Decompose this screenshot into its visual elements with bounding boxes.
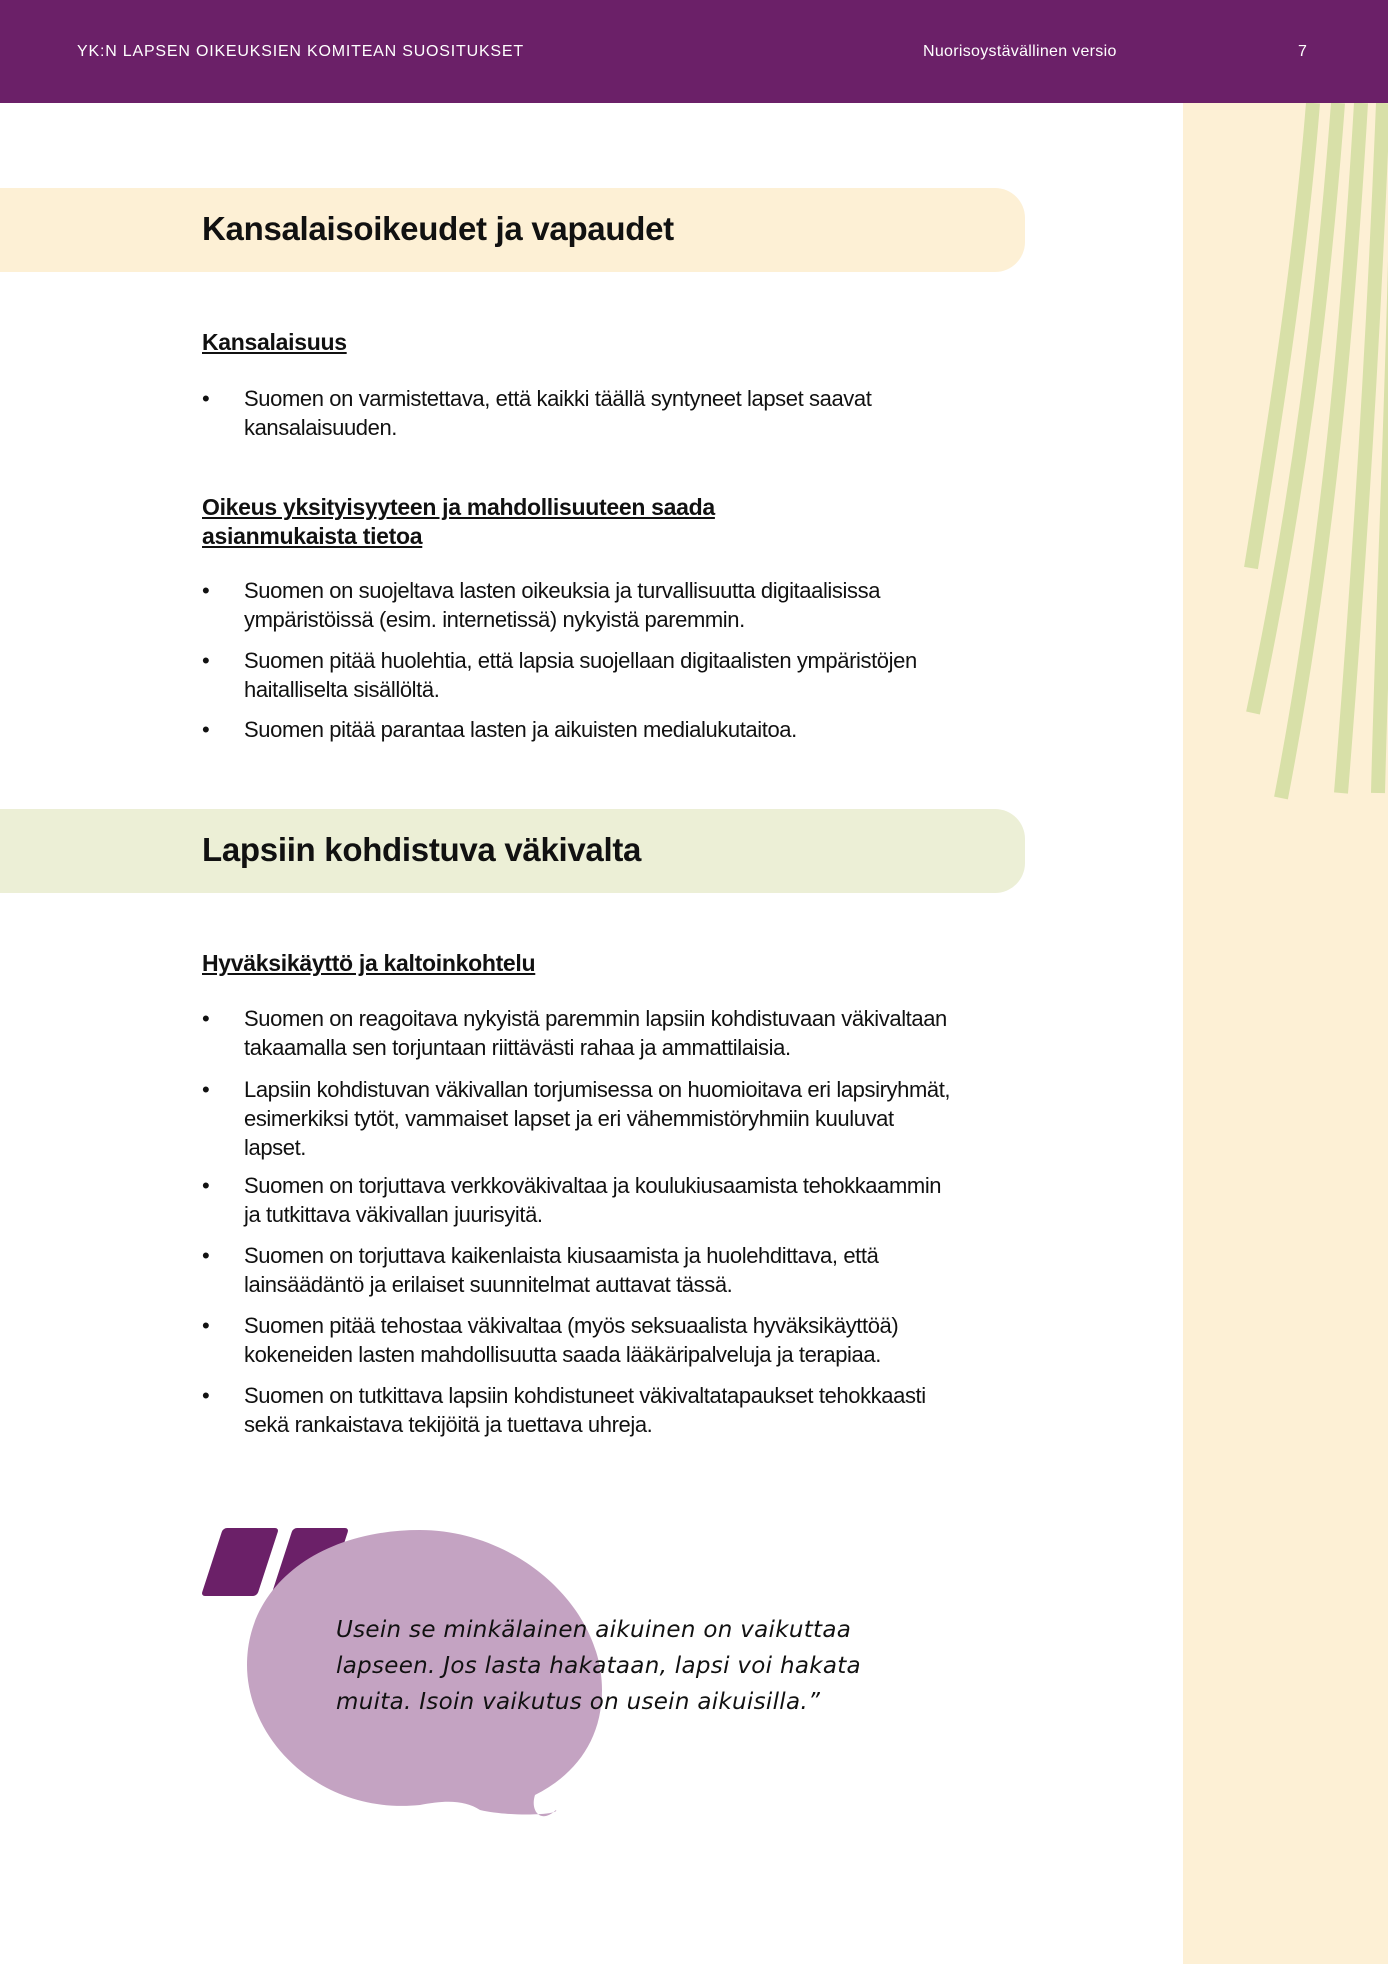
bullet-item (202, 1075, 950, 1162)
bullet-item (202, 576, 880, 634)
bullet-item (202, 1171, 941, 1229)
section-band-violence (0, 809, 1025, 893)
quote-line: muita. Isoin vaikutus on usein aikuisilla.” (336, 1689, 821, 1715)
subsection-heading: Oikeus yksityisyyteen ja mahdollisuuteen saada (202, 494, 715, 520)
bullet-icon: • (202, 1077, 210, 1102)
page-header (0, 0, 1388, 103)
section-band-civil-rights (0, 188, 1025, 272)
bullet-text: Lapsiin kohdistuvan väkivallan torjumisessa on huomioitava eri lapsiryhmät, (244, 1077, 951, 1102)
bullet-text: Suomen on tutkittava lapsiin kohdistuneet väkivaltatapaukset tehokkaasti (244, 1383, 926, 1408)
bullet-icon: • (202, 1006, 210, 1031)
bullet-icon: • (202, 578, 210, 603)
page-number: 7 (1298, 43, 1307, 60)
bullet-text: Suomen on varmistettava, että kaikki täällä syntyneet lapset saavat (244, 386, 872, 411)
bullet-text: ja tutkittava väkivallan juurisyitä. (244, 1202, 543, 1227)
bullet-text: esimerkiksi tytöt, vammaiset lapset ja eri vähemmistöryhmiin kuuluvat (244, 1106, 894, 1131)
bullet-item (202, 1241, 878, 1299)
bullet-text: Suomen on reagoitava nykyistä paremmin lapsiin kohdistuvaan väkivaltaan (244, 1006, 947, 1031)
subsection-heading: Hyväksikäyttö ja kaltoinkohtelu (202, 950, 536, 976)
bullet-item (202, 384, 871, 442)
document-title: YK:N LAPSEN OIKEUKSIEN KOMITEAN SUOSITUKSET (77, 43, 524, 60)
bullet-text: takaamalla sen torjuntaan riittävästi rahaa ja ammattilaisia. (244, 1035, 791, 1060)
quote-text (336, 1612, 861, 1720)
bullet-text: lainsäädäntö ja erilaiset suunnitelmat auttavat tässä. (244, 1272, 733, 1297)
version-label: Nuorisoystävällinen versio (923, 43, 1117, 60)
subsection-heading: asianmukaista tietoa (202, 523, 423, 549)
bullet-text: sekä rankaistava tekijöitä ja tuettava uhreja. (244, 1412, 653, 1437)
section-title: Kansalaisoikeudet ja vapaudet (202, 210, 674, 247)
bullet-icon: • (202, 717, 210, 742)
bullet-text: Suomen on torjuttava kaikenlaista kiusaamista ja huolehdittava, että (244, 1243, 879, 1268)
bullet-text: kokeneiden lasten mahdollisuutta saada lääkäripalveluja ja terapiaa. (244, 1342, 881, 1367)
bullet-text: ympäristöissä (esim. internetissä) nykyistä paremmin. (244, 607, 745, 632)
subsection-heading: Kansalaisuus (202, 329, 347, 355)
bullet-icon: • (202, 648, 210, 673)
bullet-text: Suomen on torjuttava verkkoväkivaltaa ja koulukiusaamista tehokkaammin (244, 1173, 942, 1198)
bullet-icon: • (202, 386, 210, 411)
bullet-item (202, 715, 797, 744)
bullet-item (202, 1381, 926, 1439)
bullet-item (202, 646, 917, 704)
decorative-stripes (1183, 103, 1388, 823)
bullet-text: Suomen pitää tehostaa väkivaltaa (myös seksuaalista hyväksikäyttöä) (244, 1313, 899, 1338)
bullet-item (202, 1004, 947, 1062)
bullet-text: lapset. (244, 1135, 307, 1160)
bullet-text: haitalliselta sisällöltä. (244, 677, 440, 702)
bullet-text: Suomen pitää huolehtia, että lapsia suojellaan digitaalisten ympäristöjen (244, 648, 917, 673)
bullet-text: kansalaisuuden. (244, 415, 398, 440)
bullet-icon: • (202, 1243, 210, 1268)
bullet-icon: • (202, 1313, 210, 1338)
bullet-icon: • (202, 1173, 210, 1198)
bullet-item (202, 1311, 898, 1369)
quote-line: lapseen. Jos lasta hakataan, lapsi voi hakata (336, 1653, 861, 1679)
quote-line: Usein se minkälainen aikuinen on vaikuttaa (336, 1617, 852, 1643)
bullet-text: Suomen on suojeltava lasten oikeuksia ja turvallisuutta digitaalisissa (244, 578, 881, 603)
bullet-icon: • (202, 1383, 210, 1408)
section-title: Lapsiin kohdistuva väkivalta (202, 831, 642, 868)
bullet-text: Suomen pitää parantaa lasten ja aikuisten medialukutaitoa. (244, 717, 797, 742)
